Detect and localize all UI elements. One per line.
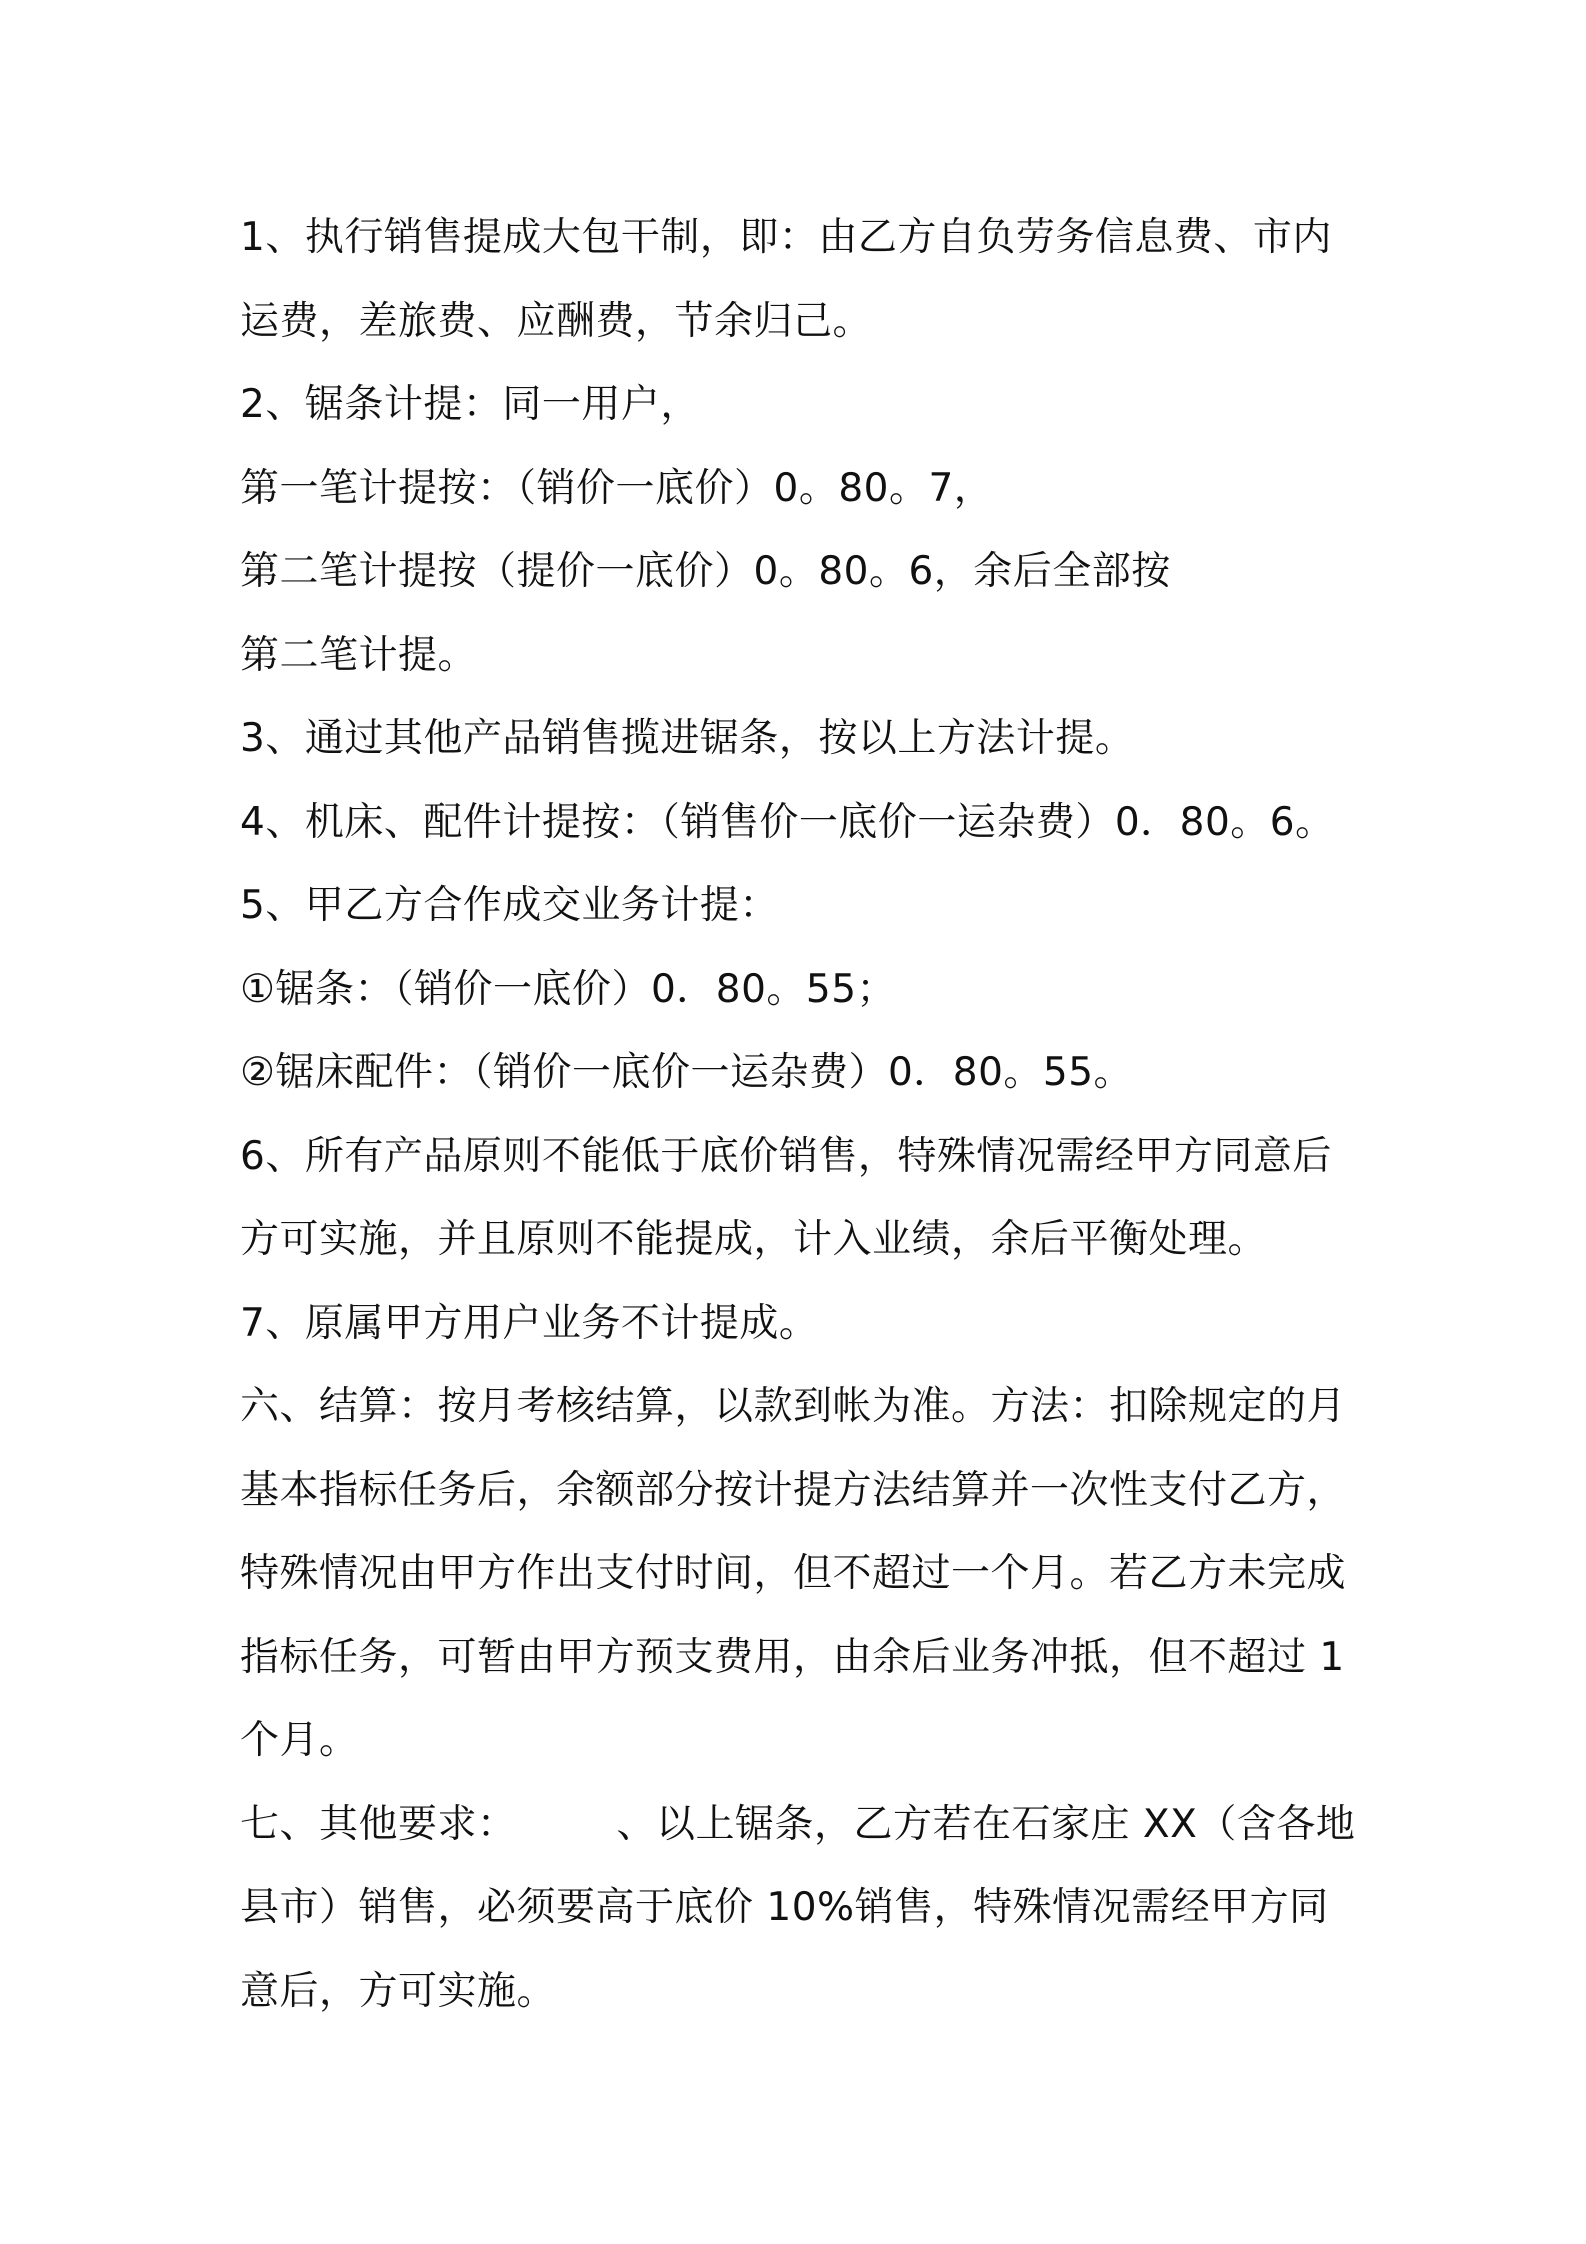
text-line: 5、甲乙方合作成交业务计提： xyxy=(240,883,779,928)
text-line: ②锯床配件：（销价一底价一运杂费）0．80。55。 xyxy=(240,1050,1134,1095)
text-line: 3、通过其他产品销售揽进锯条，按以上方法计提。 xyxy=(240,716,1135,761)
text-line: 7、原属甲方用户业务不计提成。 xyxy=(240,1300,819,1346)
text-line: 意后，方可实施。 xyxy=(240,1968,557,2014)
text-line: 第二笔计提。 xyxy=(240,632,478,678)
text-line-other-requirements xyxy=(240,1783,1360,1867)
text-line: 第一笔计提按：（销价一底价）0。80。7， xyxy=(240,465,994,511)
text-line: 2、锯条计提：同一用户， xyxy=(240,382,700,427)
text-line: 运费，差旅费、应酬费，节余归己。 xyxy=(240,298,873,344)
text-segment: 、以上锯条，乙方若在石家庄 XX（含各地 xyxy=(616,1801,1356,1847)
text-line: 基本指标任务后，余额部分按计提方法结算并一次性支付乙方， xyxy=(240,1467,1347,1513)
text-line: 1、执行销售提成大包干制，即：由乙方自负劳务信息费、市内 xyxy=(240,215,1332,260)
text-line: 县市）销售，必须要高于底价 10%销售，特殊情况需经甲方同 xyxy=(240,1885,1329,1930)
text-line: 4、机床、配件计提按：（销售价一底价一运杂费）0．80。6。 xyxy=(240,799,1335,845)
text-line: ①锯条：（销价一底价）0．80。55； xyxy=(240,966,897,1012)
text-line: 特殊情况由甲方作出支付时间，但不超过一个月。若乙方未完成 xyxy=(240,1551,1347,1596)
document-body xyxy=(240,196,1360,2033)
text-line: 方可实施，并且原则不能提成，计入业绩，余后平衡处理。 xyxy=(240,1217,1268,1262)
section-heading-other-requirements: 七、其他要求： xyxy=(240,1801,517,1847)
text-line: 6、所有产品原则不能低于底价销售，特殊情况需经甲方同意后 xyxy=(240,1133,1332,1179)
text-line: 第二笔计提按（提价一底价）0。80。6，余后全部按 xyxy=(240,549,1171,594)
text-line: 个月。 xyxy=(240,1718,359,1763)
text-line: 指标任务，可暂由甲方预支费用，由余后业务冲抵，但不超过 1 xyxy=(240,1634,1345,1680)
text-line: 六、结算：按月考核结算，以款到帐为准。方法：扣除规定的月 xyxy=(240,1384,1347,1429)
